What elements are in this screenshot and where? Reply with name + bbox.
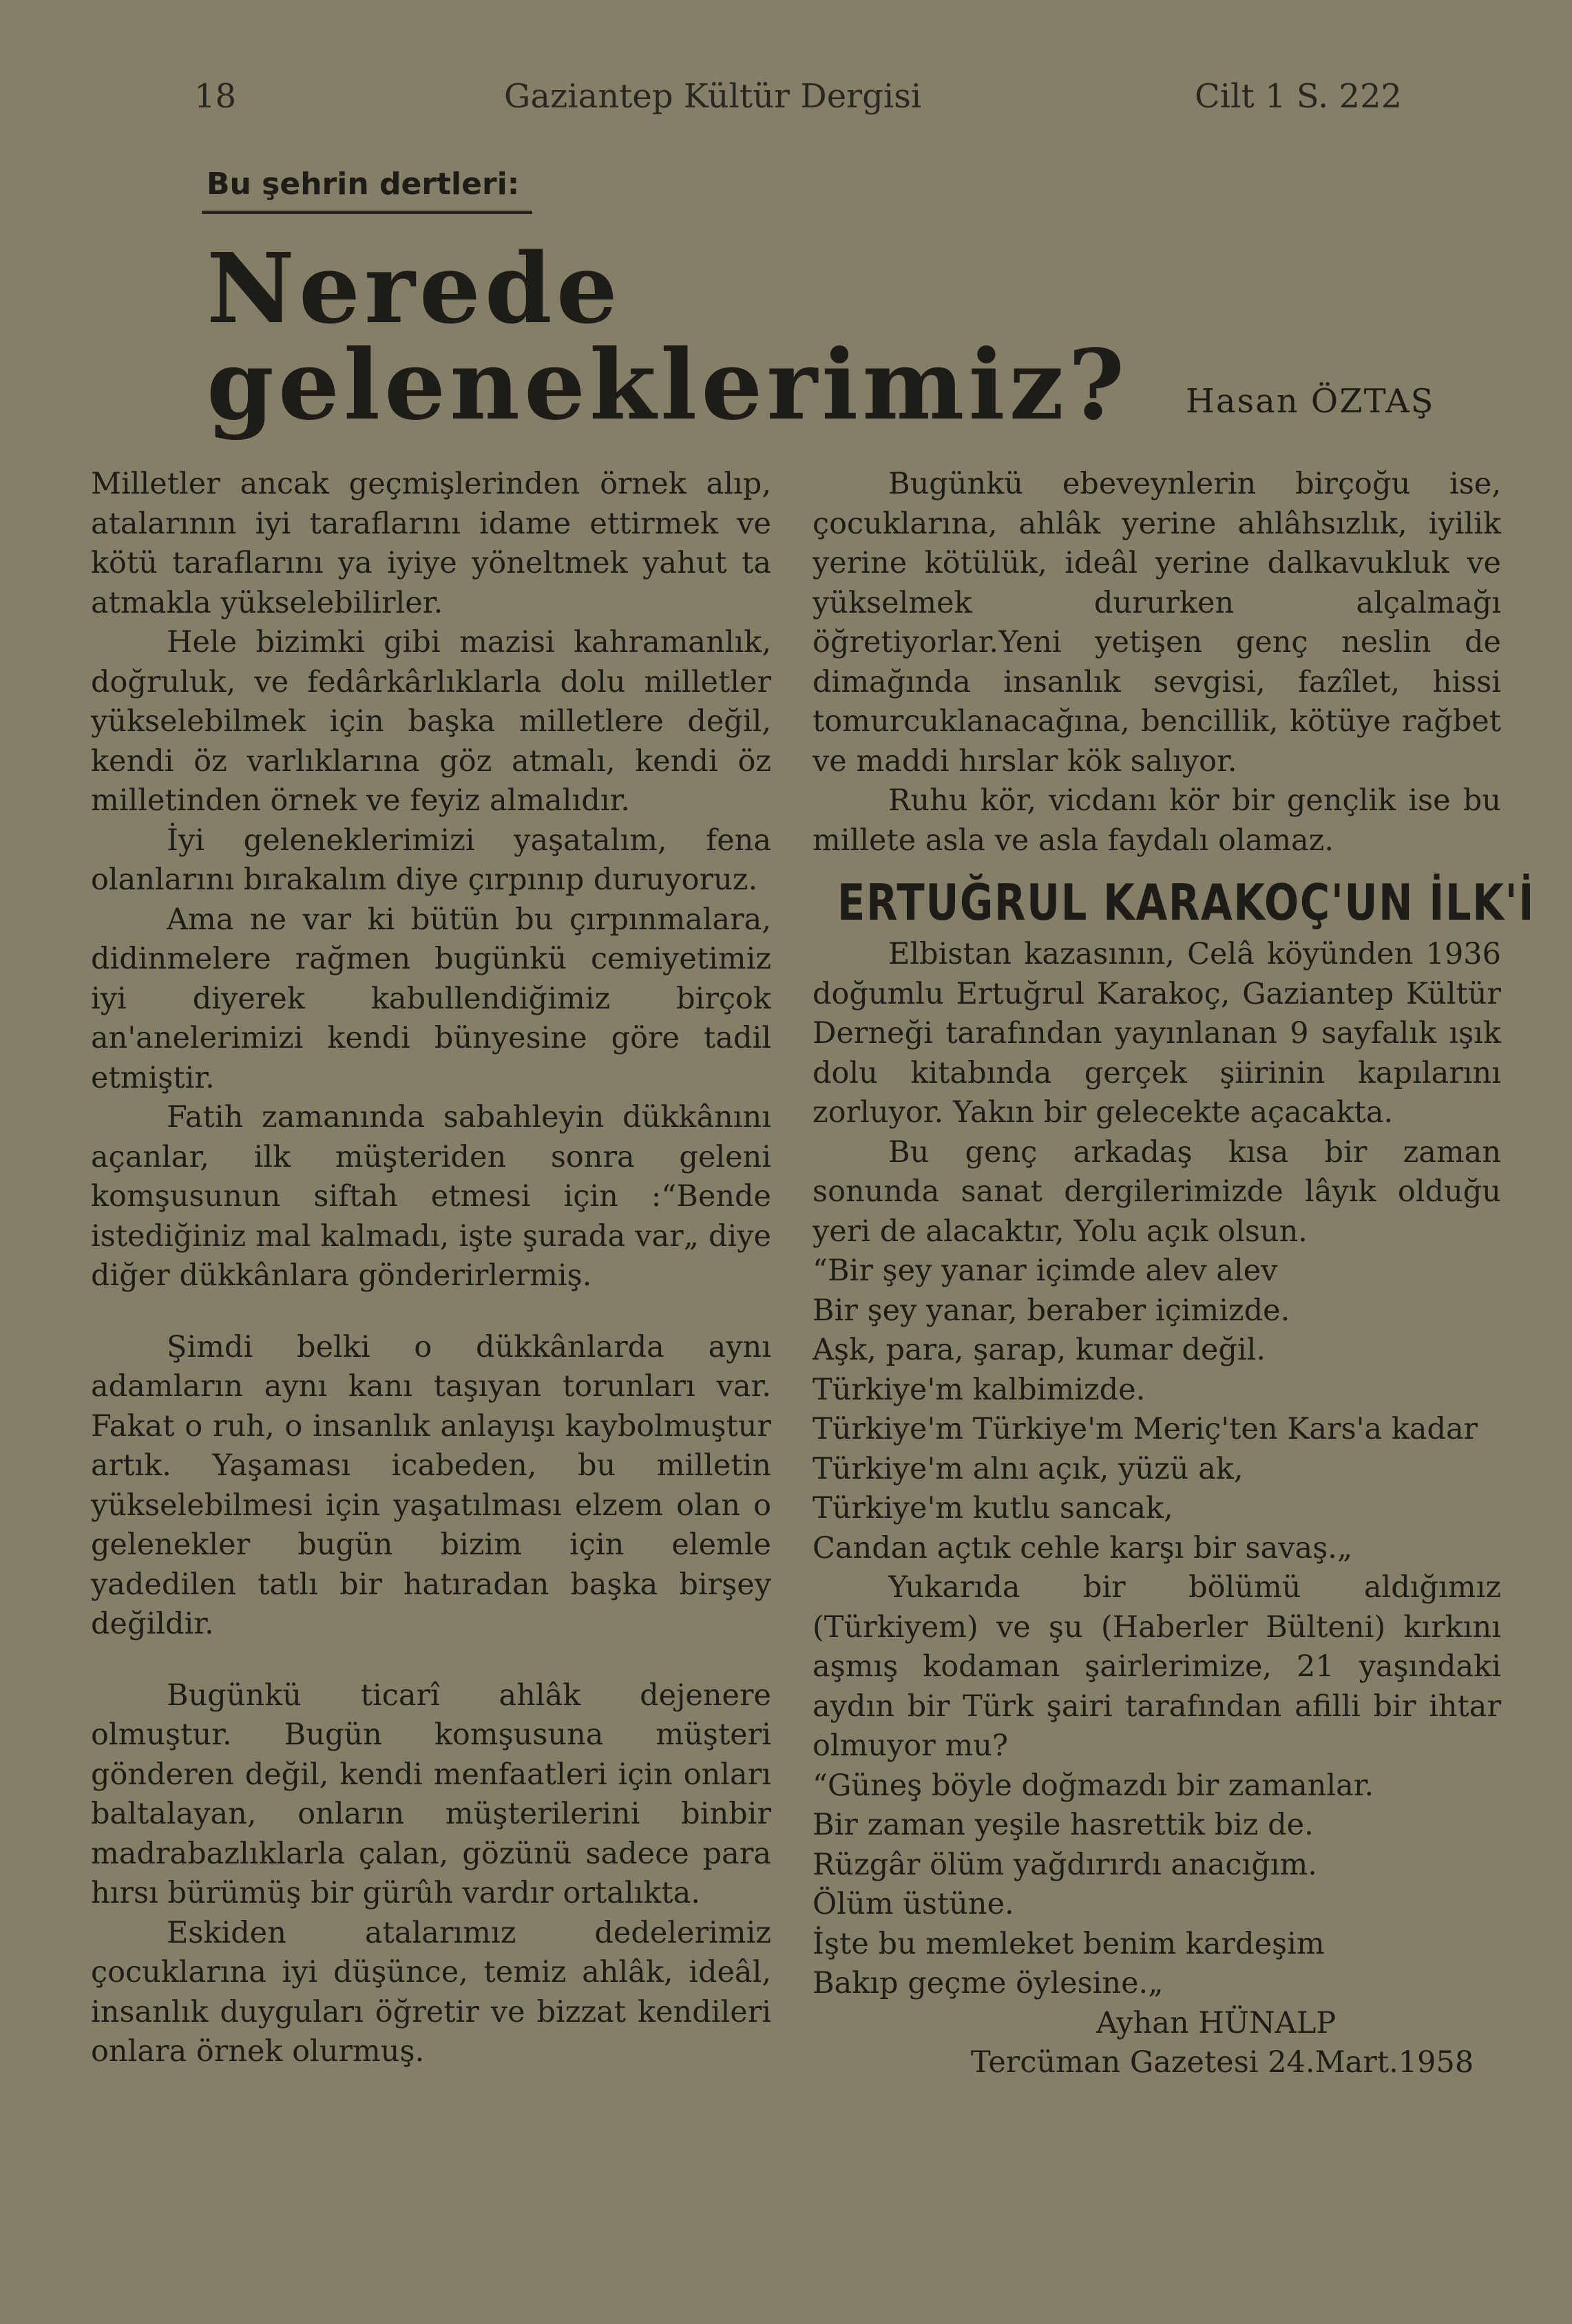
poem-line: Rüzgâr ölüm yağdırırdı anacığım. (813, 1847, 1317, 1882)
left-column (91, 465, 771, 2072)
section-underline (202, 211, 532, 214)
paragraph: İyi geleneklerimizi yaşatalım, fena olanlarını bırakalım diye çırpınıp duruyoruz. (91, 823, 771, 897)
poem-line: İşte bu memleket benim kardeşim (813, 1926, 1325, 1961)
signature-name: Ayhan HÜNALP (1096, 2005, 1337, 2040)
paragraph: Milletler ancak geçmişlerinden örnek alıp, atalarının iyi taraflarını idame ettirmek ve kötü taraflarını ya iyiye yöneltmek yahut ta atmakla yükselebilirler. (91, 467, 771, 620)
poem-line: Bir şey yanar, beraber içimizde. (813, 1293, 1290, 1328)
poem-line: Candan açtık cehle karşı bir savaş.„ (813, 1530, 1353, 1565)
poem-line: Türkiye'm Türkiye'm Meriç'ten Kars'a kadar (813, 1412, 1478, 1446)
paragraph: Ruhu kör, vicdanı kör bir gençlik ise bu millete asla ve asla faydalı olamaz. (813, 783, 1501, 858)
journal-title: Gaziantep Kültür Dergisi (504, 77, 922, 116)
paragraph: Bugünkü ebeveynlerin birçoğu ise, çocuklarına, ahlâk yerine ahlâhsızlık, iyilik yerine kötülük, ideâl yerine dalkavukluk ve yükselmek dururken alçalmağı öğretiyorlar.Yeni yetişen genç neslin de dimağında insanlık sevgisi, fazîlet, hissi tomurcuklanacağına, bencillik, kötüye rağbet ve maddi hırslar kök salıyor. (813, 467, 1501, 779)
paragraph: Şimdi belki o dükkânlarda aynı adamların aynı kanı taşıyan torunları var. Fakat o ruh, o insanlık anlayışı kaybolmuştur artık. Yaşaması icabeden, bu milletin yükselebilmesi için yaşatılması elzem olan o gelenekler bugün bizim için elemle yadedilen tatlı bir hatıradan başka birşey değildir. (91, 1329, 771, 1641)
poem-line: Bakıp geçme öylesine.„ (813, 1966, 1164, 2000)
poem-line: “Güneş böyle doğmazdı bir zamanlar. (813, 1768, 1374, 1803)
section-label: Bu şehrin dertleri: (207, 167, 520, 202)
paragraph: Elbistan kazasının, Celâ köyünden 1936 doğumlu Ertuğrul Karakoç, Gaziantep Kültür Derneği tarafından yayınlanan 9 sayfalık ışık dolu kitabında gerçek şiirinin kapılarını zorluyor. Yakın bir gelecekte açacakta. (813, 937, 1501, 1130)
poem-line: Aşk, para, şarap, kumar değil. (813, 1333, 1266, 1367)
article-author: Hasan ÖZTAŞ (1186, 382, 1435, 421)
paragraph: Ama ne var ki bütün bu çırpınmalara, didinmelere rağmen bugünkü cemiyetimiz iyi diyerek kabullendiğimiz birçok an'anelerimizi kendi bünyesine göre tadil etmiştir. (91, 902, 771, 1095)
page-number: 18 (194, 77, 237, 116)
poem-line: Türkiye'm alnı açık, yüzü ak, (813, 1451, 1244, 1486)
volume-info: Cilt 1 S. 222 (1195, 77, 1403, 116)
poem-line: Türkiye'm kutlu sancak, (813, 1491, 1173, 1525)
subheading: ERTUĞRUL KARAKOÇ'UN İLK'İ (837, 874, 1535, 931)
paragraph: Fatih zamanında sabahleyin dükkânını açanlar, ilk müşteriden sonra geleni komşusunun siftah etmesi için :“Bende istediğiniz mal kalmadı, işte şurada var„ diye diğer dükkânlara gönderirlermiş. (91, 1100, 771, 1293)
poem-line: Bir zaman yeşile hasrettik biz de. (813, 1808, 1314, 1842)
poem-line: Ölüm üstüne. (813, 1887, 1014, 1921)
paragraph: Eskiden atalarımız dedelerimiz çocuklarına iyi düşünce, temiz ahlâk, ideâl, insanlık duyguları öğretir ve bizzat kendileri onlara örnek olurmuş. (91, 1915, 771, 2069)
poem-line: “Bir şey yanar içimde alev alev (813, 1254, 1278, 1288)
paragraph: Bu genç arkadaş kısa bir zaman sonunda sanat dergilerimizde lâyık olduğu yeri de alacaktır, Yolu açık olsun. (813, 1134, 1501, 1249)
paragraph: Yukarıda bir bölümü aldığımız (Türkiyem) ve şu (Haberler Bülteni) kırkını aşmış kodaman şairlerimize, 21 yaşındaki aydın bir Türk şairi tarafından afilli bir ihtar olmuyor mu? (813, 1570, 1501, 1763)
paragraph: Hele bizimki gibi mazisi kahramanlık, doğruluk, ve fedârkârlıklarla dolu milletler yükselebilmek için başka milletlere değil, kendi öz varlıklarına göz atmalı, kendi öz milletinden örnek ve feyiz almalıdır. (91, 625, 771, 818)
article-title: Nerede geleneklerimiz? (207, 233, 1129, 442)
poem-line: Türkiye'm kalbimizde. (813, 1372, 1146, 1407)
signature-source: Tercüman Gazetesi 24.Mart.1958 (971, 2045, 1474, 2080)
paragraph: Bugünkü ticarî ahlâk dejenere olmuştur. Bugün komşusuna müşteri gönderen değil, kendi menfaatleri için onları baltalayan, onların müşterilerini binbir madrabazlıklarla çalan, gözünü sadece para hırsı bürümüş bir gürûh vardır ortalıkta. (91, 1678, 771, 1910)
right-column (813, 465, 1535, 2083)
